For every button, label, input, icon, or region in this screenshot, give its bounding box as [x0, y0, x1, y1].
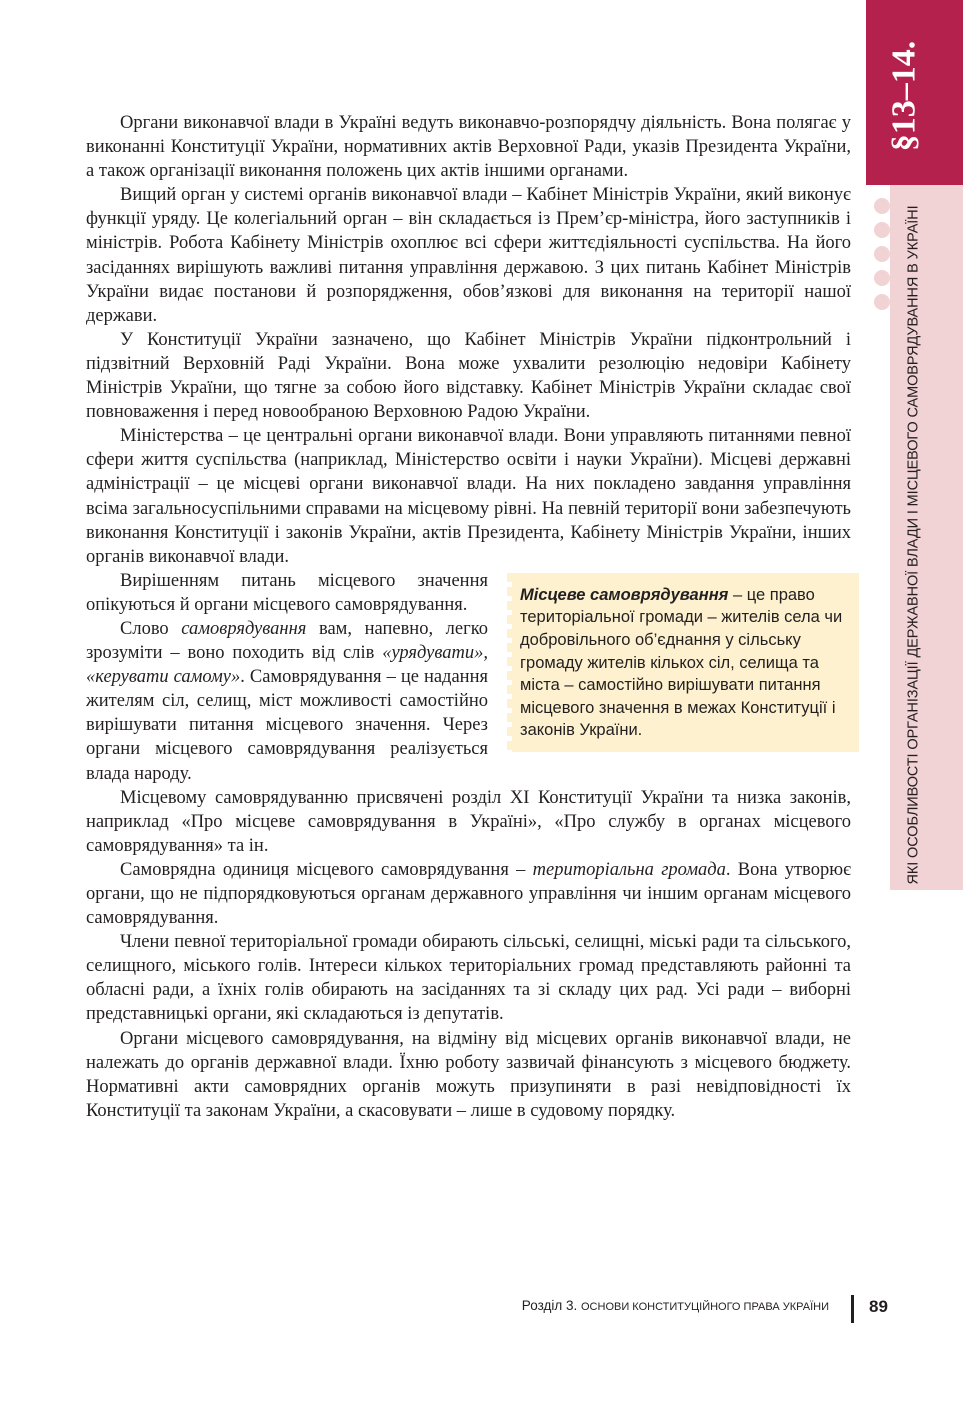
text-run: Самоврядна одиниця місцевого самоврядування –	[120, 859, 533, 880]
italic-term: самоврядування	[181, 618, 307, 639]
section-number	[868, 8, 940, 183]
italic-term: територіальна громада	[532, 859, 726, 880]
wrapped-text-column	[86, 569, 488, 786]
text-run: . Самоврядування – це надання жителям сіл, селищ, міст можливості самостійно вирішувати питання місцевого значення. Через органи місцевого самоврядування реалізується влада народу.	[86, 667, 488, 784]
footer-section-title: ОСНОВИ КОНСТИТУЦІЙНОГО ПРАВА УКРАЇНИ	[581, 1301, 829, 1313]
decorative-dots	[874, 198, 890, 318]
dot	[874, 198, 890, 214]
text-run: Слово	[120, 618, 182, 639]
paragraph: Органи виконавчої влади в Україні ведуть виконавчо-розпорядчу діяльність. Вона полягає у виконанні Конституції України, нормативних актів Верховної Ради, указів Президента України, а також організації виконання положень цих актів іншими органами.	[86, 113, 851, 182]
paragraph	[86, 858, 851, 930]
footer-section-label: Розділ 3.	[521, 1298, 578, 1313]
chapter-title	[894, 200, 934, 890]
paragraph: Органи місцевого самоврядування, на відміну від місцевих органів виконавчої влади, не належать до органів державної влади. Їхню роботу зазвичай фінансують з місцевого бюджету. Нормативні акти самоврядних органів можуть призупиняти в разі невідповідності їх Конституції та законам України, а скасовувати – лише в судовому порядку.	[86, 1028, 851, 1121]
definition-term: Місцеве самоврядування	[520, 585, 729, 604]
section-number-text: §13–14.	[885, 40, 922, 151]
definition-box	[507, 573, 859, 752]
dot	[874, 294, 890, 310]
italic-term: «урядувати», «керувати самому»	[86, 643, 488, 688]
paragraph: Місцевому самоврядуванню присвячені розділ XI Конституції України та низка законів, наприклад «Про місцеве самоврядування в Україні», «Про службу в органах місцевого самоврядування» та ін.	[86, 787, 851, 856]
page-number: 89	[869, 1297, 888, 1316]
text-run: . Вона утворює органи, що не підпорядковуються органам державного управління чи іншим органам місцевого самоврядування.	[86, 859, 852, 929]
paragraph: У Конституції України зазначено, що Кабінет Міністрів України підконтрольний і підзвітний Верховній Раді України. Вона може ухвалити резолюцію недовіри Кабінету Міністрів України, що тягне за собою його відставку. Кабінет Міністрів України складає свої повноваження і перед новообраною Верховною Радою України.	[86, 329, 851, 423]
running-footer	[522, 1298, 829, 1313]
paragraph	[86, 617, 488, 786]
definition-text: – це право територіальної громади – жителів села чи добровільного об’єднання у сільську громаду жителів кількох сіл, селища та міста – самостійно вирішувати питання місцевого значення в межах Конституції і законів України.	[520, 585, 843, 740]
section-tab	[866, 0, 963, 185]
dot	[874, 222, 890, 238]
paragraph: Міністерства – це центральні органи виконавчої влади. Вони управляють питаннями певної сфери життя суспільства (наприклад, Міністерство освіти і науки України). Місцеві державні адміністрації – це місцеві органи виконавчої влади. На них покладено завдання управління всіма загальносуспільними справами на місцевому рівні. На певній території вони забезпечують виконання Конституції і законів України, актів Президента, Кабінету Міністрів України, інших органів виконавчої влади.	[86, 426, 851, 567]
paragraph: Вирішенням питань місцевого значення опікуються й органи місцевого самоврядування.	[86, 570, 488, 615]
dot	[874, 270, 890, 286]
paragraph: Вищий орган у системі органів виконавчої влади – Кабінет Міністрів України, який виконує функції уряду. Це колегіальний орган – він складається із Прем’єр-міністра, його заступників і міністрів. Робота Кабінету Міністрів охоплює всі сфери життєдіяльності суспільства. На його засіданнях вирішують важливі питання управління державою. З цих питань Кабінет Міністрів України видає постанови й розпорядження, обов’язкові для виконання на території нашої держави.	[86, 185, 851, 326]
dot	[874, 246, 890, 262]
page-body	[86, 111, 851, 1123]
page-footer	[520, 1295, 900, 1325]
chapter-title-text: ЯКІ ОСОБЛИВОСТІ ОРГАНІЗАЦІЇ ДЕРЖАВНОЇ ВЛАДИ І МІСЦЕВОГО САМОВРЯДУВАННЯ В УКРАЇНІ	[906, 205, 922, 885]
paragraph: Члени певної територіальної громади обирають сільські, селищні, міські ради та сільського, селищного, міського голів. Інтереси кількох територіальних громад представляють районні та обласні ради, а їхніх голів обирають на засіданнях та зі складу цих рад. Усі ради – виборні представницькі органи, які складаються із депутатів.	[86, 932, 851, 1025]
text-run: вам, напевно, легко зрозуміти – воно походить від слів	[86, 618, 488, 664]
footer-divider	[851, 1295, 854, 1323]
